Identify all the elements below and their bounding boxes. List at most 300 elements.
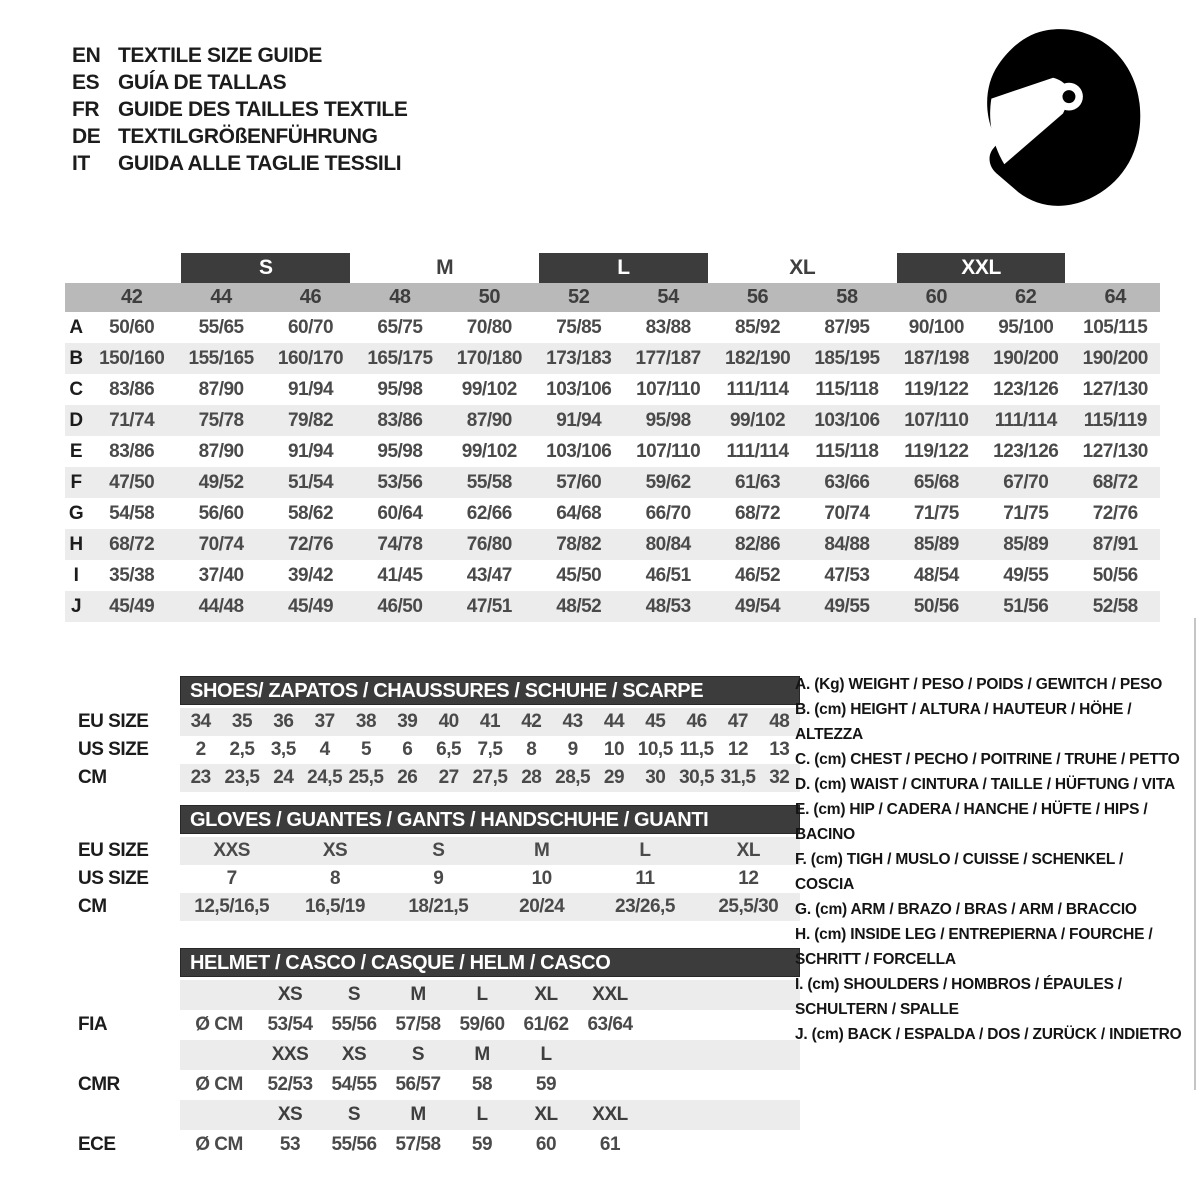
size-cell: 115/119 bbox=[1070, 405, 1160, 436]
size-cell: 63/64 bbox=[587, 1014, 633, 1035]
row-label: J bbox=[65, 591, 87, 622]
size-cell: 9 bbox=[567, 739, 578, 760]
size-column-header: S bbox=[322, 1100, 386, 1130]
size-cell: 7 bbox=[226, 868, 237, 889]
size-cell: 91/94 bbox=[534, 405, 623, 436]
row-label: F bbox=[65, 467, 87, 498]
size-group-cell: M bbox=[436, 256, 454, 279]
table-row bbox=[78, 865, 800, 893]
size-cell: 70/74 bbox=[176, 529, 265, 560]
size-cell: 8 bbox=[329, 868, 341, 889]
size-cell: 85/92 bbox=[735, 316, 781, 338]
size-cell: 10 bbox=[531, 868, 552, 889]
size-cell: M bbox=[490, 837, 593, 865]
size-cell: XXS bbox=[180, 837, 283, 865]
size-cell: 85/89 bbox=[981, 529, 1070, 560]
size-cell: 12 bbox=[738, 868, 759, 889]
row-label-spacer bbox=[78, 1100, 180, 1130]
size-cell: 16,5/19 bbox=[283, 893, 386, 921]
size-cell: 53/56 bbox=[355, 467, 444, 498]
size-cell: 83/86 bbox=[109, 378, 155, 400]
size-cell: 103/106 bbox=[802, 405, 891, 436]
size-cell: 30 bbox=[635, 764, 676, 792]
size-column-header: 64 bbox=[1070, 283, 1160, 312]
size-column-header: 60 bbox=[892, 283, 981, 312]
helmet-size-header-row bbox=[78, 980, 800, 1010]
size-cell: 79/82 bbox=[266, 405, 355, 436]
size-cell: 40 bbox=[428, 708, 469, 736]
size-cell: 85/89 bbox=[892, 529, 981, 560]
size-cell: 47/51 bbox=[445, 591, 534, 622]
size-cell: 23 bbox=[180, 764, 221, 792]
row-label: US SIZE bbox=[78, 736, 180, 764]
size-cell: 3,5 bbox=[270, 739, 296, 760]
standard-label: FIA bbox=[78, 1010, 180, 1040]
size-cell: 78/82 bbox=[534, 529, 623, 560]
size-cell: 28 bbox=[511, 764, 552, 792]
size-column-header: S bbox=[386, 1040, 450, 1070]
size-cell: 127/130 bbox=[1082, 378, 1148, 400]
size-cell: 50/60 bbox=[109, 316, 155, 338]
helmet-title-bar: HELMET / CASCO / CASQUE / HELM / CASCO bbox=[180, 948, 800, 977]
size-column-header: M bbox=[450, 1040, 514, 1070]
size-cell: 51/54 bbox=[266, 467, 355, 498]
row-label: CM bbox=[78, 893, 180, 921]
size-column-header: 58 bbox=[802, 283, 891, 312]
scan-edge-line bbox=[1194, 618, 1196, 1090]
filler-cell bbox=[642, 1100, 800, 1130]
size-column-header: M bbox=[386, 980, 450, 1010]
size-cell: 71/74 bbox=[87, 405, 176, 436]
shoes-table bbox=[78, 708, 800, 792]
filler-cell bbox=[642, 1040, 800, 1070]
size-cell: 52/53 bbox=[267, 1074, 313, 1095]
size-column-header: 56 bbox=[713, 283, 802, 312]
size-cell: 49/52 bbox=[176, 467, 265, 498]
size-cell: 34 bbox=[180, 708, 221, 736]
row-label: CM bbox=[78, 764, 180, 792]
size-cell: 91/94 bbox=[287, 440, 334, 462]
guide-title: GUIDE DES TAILLES TEXTILE bbox=[118, 98, 408, 121]
size-cell: 12 bbox=[727, 739, 748, 760]
size-cell: 87/91 bbox=[1070, 529, 1160, 560]
size-cell: 54/58 bbox=[109, 502, 155, 524]
size-cell: 87/90 bbox=[198, 378, 244, 400]
size-group-box: L bbox=[539, 253, 708, 283]
size-cell: 127/130 bbox=[1082, 440, 1148, 462]
size-cell: 39 bbox=[387, 708, 428, 736]
size-cell: 111/114 bbox=[981, 405, 1070, 436]
size-cell: 111/114 bbox=[726, 440, 789, 462]
unit-label: Ø CM bbox=[195, 1074, 243, 1095]
size-cell: 18/21,5 bbox=[387, 893, 490, 921]
size-cell: 46 bbox=[676, 708, 717, 736]
size-cell: 70/74 bbox=[824, 502, 870, 524]
size-cell: 58 bbox=[471, 1074, 493, 1095]
size-cell: 59/62 bbox=[623, 467, 712, 498]
legend-item: J. (cm) BACK / ESPALDA / DOS / ZURÜCK / INDIETRO bbox=[795, 1026, 1182, 1043]
helmet-value-row bbox=[78, 1130, 800, 1160]
size-cell: 38 bbox=[345, 708, 386, 736]
size-group-cell bbox=[892, 253, 1071, 283]
legend-item: I. (cm) SHOULDERS / HOMBROS / ÉPAULES / SCHULTERN / SPALLE bbox=[795, 976, 1122, 1018]
size-cell: 4 bbox=[319, 739, 330, 760]
size-column-header: 48 bbox=[355, 283, 444, 312]
unit-spacer bbox=[180, 1100, 258, 1130]
size-column-header: S bbox=[322, 980, 386, 1010]
size-cell: 44/48 bbox=[176, 591, 265, 622]
size-cell: 59 bbox=[535, 1074, 557, 1095]
size-cell: 74/78 bbox=[355, 529, 444, 560]
size-cell: 52/58 bbox=[1070, 591, 1160, 622]
size-cell: 55/56 bbox=[331, 1014, 377, 1035]
size-cell: 173/183 bbox=[534, 343, 623, 374]
size-cell: 47 bbox=[717, 708, 758, 736]
textile-size-table bbox=[65, 253, 1160, 622]
size-cell: 27,5 bbox=[469, 764, 510, 792]
size-column-header: XL bbox=[514, 1100, 578, 1130]
legend-item: A. (Kg) WEIGHT / PESO / POIDS / GEWITCH / PESO bbox=[795, 676, 1163, 693]
size-cell: XL bbox=[697, 837, 800, 865]
size-cell: 107/110 bbox=[636, 378, 701, 400]
size-cell: 87/90 bbox=[445, 405, 534, 436]
row-label: D bbox=[65, 405, 87, 436]
size-cell: 45/49 bbox=[87, 591, 176, 622]
size-cell: 28,5 bbox=[552, 764, 593, 792]
row-label: C bbox=[69, 378, 83, 400]
size-cell: 50/56 bbox=[1092, 564, 1138, 586]
size-column-header: L bbox=[450, 980, 514, 1010]
size-group-cell: XL bbox=[789, 256, 816, 279]
size-cell: 65/75 bbox=[377, 316, 423, 338]
size-cell: 190/200 bbox=[981, 343, 1070, 374]
size-cell: 7,5 bbox=[477, 739, 503, 760]
size-cell: 8 bbox=[526, 739, 537, 760]
size-cell: 82/86 bbox=[713, 529, 802, 560]
size-column-header: 50 bbox=[445, 283, 534, 312]
size-cell: 49/54 bbox=[713, 591, 802, 622]
header-spacer bbox=[65, 253, 176, 283]
helmet-icon bbox=[975, 26, 1147, 210]
gloves-table bbox=[78, 837, 800, 921]
size-cell: 36 bbox=[263, 708, 304, 736]
helmet-size-header-row bbox=[78, 1100, 800, 1130]
measurement-legend bbox=[795, 672, 1183, 1047]
size-column-header: XS bbox=[258, 1100, 322, 1130]
measurement-row bbox=[65, 498, 1160, 529]
size-cell: 48/54 bbox=[913, 564, 959, 586]
row-label: A bbox=[69, 316, 83, 338]
row-label-spacer bbox=[78, 980, 180, 1010]
filler-cell bbox=[642, 980, 800, 1010]
gloves-section bbox=[78, 805, 800, 921]
table-row bbox=[78, 764, 800, 792]
size-cell: 60/64 bbox=[377, 502, 423, 524]
size-cell: 155/165 bbox=[176, 343, 265, 374]
size-cell: 68/72 bbox=[1070, 467, 1160, 498]
size-cell: 59/60 bbox=[459, 1014, 505, 1035]
size-cell: 160/170 bbox=[266, 343, 355, 374]
size-cell: 47/53 bbox=[824, 564, 870, 586]
size-column-header: 42 bbox=[87, 283, 176, 312]
size-cell: 107/110 bbox=[636, 440, 701, 462]
table-row bbox=[78, 893, 800, 921]
size-cell: 6,5 bbox=[436, 739, 462, 760]
size-cell: 70/80 bbox=[466, 316, 512, 338]
size-group-cell bbox=[534, 253, 713, 283]
size-cell: 25,5/30 bbox=[697, 893, 800, 921]
size-column-header: XL bbox=[514, 980, 578, 1010]
size-group-box: XXL bbox=[897, 253, 1066, 283]
size-cell: 123/126 bbox=[993, 440, 1059, 462]
legend-item: H. (cm) INSIDE LEG / ENTREPIERNA / FOURCHE / SCHRITT / FORCELLA bbox=[795, 926, 1153, 968]
size-cell: 57/58 bbox=[395, 1014, 441, 1035]
size-cell: 76/80 bbox=[445, 529, 534, 560]
size-cell: 61/62 bbox=[523, 1014, 569, 1035]
size-cell: 37 bbox=[304, 708, 345, 736]
size-cell: 64/68 bbox=[556, 502, 602, 524]
size-cell: 95/100 bbox=[998, 316, 1054, 338]
size-cell: 35 bbox=[221, 708, 262, 736]
legend-item: B. (cm) HEIGHT / ALTURA / HAUTEUR / HÖHE / ALTEZZA bbox=[795, 701, 1132, 743]
size-number-row bbox=[65, 283, 1160, 312]
size-cell: 46/51 bbox=[645, 564, 691, 586]
guide-title: TEXTILE SIZE GUIDE bbox=[118, 44, 322, 67]
language-row bbox=[72, 150, 407, 177]
size-cell: 53 bbox=[279, 1134, 301, 1155]
size-cell: 105/115 bbox=[1083, 316, 1148, 338]
size-cell: 84/88 bbox=[802, 529, 891, 560]
size-cell: 27 bbox=[428, 764, 469, 792]
size-cell: 115/118 bbox=[815, 440, 879, 462]
size-cell: S bbox=[387, 837, 490, 865]
size-cell: 150/160 bbox=[87, 343, 176, 374]
size-cell: 71/75 bbox=[913, 502, 959, 524]
measurement-row bbox=[65, 467, 1160, 498]
size-column-header: XXL bbox=[578, 980, 642, 1010]
size-cell: 80/84 bbox=[623, 529, 712, 560]
language-row bbox=[72, 123, 407, 150]
size-cell: 45/49 bbox=[266, 591, 355, 622]
size-cell: 68/72 bbox=[87, 529, 176, 560]
language-code: DE bbox=[72, 125, 101, 148]
row-label: G bbox=[68, 502, 84, 524]
size-group-cell bbox=[176, 253, 355, 283]
language-code: IT bbox=[72, 152, 90, 175]
shoes-section bbox=[78, 676, 800, 792]
size-cell: 5 bbox=[360, 739, 372, 760]
unit-label: Ø CM bbox=[195, 1014, 243, 1035]
helmet-value-row bbox=[78, 1070, 800, 1100]
size-cell: 99/102 bbox=[461, 440, 517, 462]
size-cell: 51/56 bbox=[981, 591, 1070, 622]
row-label-spacer bbox=[65, 283, 87, 312]
size-cell: 29 bbox=[593, 764, 634, 792]
size-column-header: L bbox=[514, 1040, 578, 1070]
size-cell: 24,5 bbox=[304, 764, 345, 792]
size-cell: 10 bbox=[603, 739, 625, 760]
size-cell: 45/50 bbox=[556, 564, 602, 586]
size-cell: 75/78 bbox=[176, 405, 265, 436]
size-cell: 57/60 bbox=[534, 467, 623, 498]
measurement-row bbox=[65, 560, 1160, 591]
size-cell: 44 bbox=[593, 708, 634, 736]
size-column-header: 52 bbox=[534, 283, 623, 312]
size-cell: 20/24 bbox=[490, 893, 593, 921]
size-cell: 43 bbox=[552, 708, 593, 736]
size-cell: 41/45 bbox=[377, 564, 423, 586]
size-cell: 95/98 bbox=[377, 440, 423, 462]
row-label-spacer bbox=[78, 1040, 180, 1070]
size-cell: 42 bbox=[511, 708, 552, 736]
size-cell: 48/52 bbox=[534, 591, 623, 622]
size-cell: 177/187 bbox=[623, 343, 712, 374]
size-cell: 68/72 bbox=[735, 502, 781, 524]
size-cell: 60/70 bbox=[287, 316, 334, 338]
size-cell: 46/52 bbox=[735, 564, 781, 586]
size-cell: 54/55 bbox=[331, 1074, 377, 1095]
size-cell: 91/94 bbox=[287, 378, 334, 400]
size-column-header: XS bbox=[258, 980, 322, 1010]
size-cell: 90/100 bbox=[908, 316, 964, 338]
size-cell: 58/62 bbox=[287, 502, 334, 524]
size-cell: 65/68 bbox=[892, 467, 981, 498]
size-cell: 115/118 bbox=[815, 378, 879, 400]
language-row bbox=[72, 96, 407, 123]
size-cell: 61/63 bbox=[713, 467, 802, 498]
size-cell: 2 bbox=[195, 739, 206, 760]
size-cell: 72/76 bbox=[266, 529, 355, 560]
legend-item: C. (cm) CHEST / PECHO / POITRINE / TRUHE / PETTO bbox=[795, 751, 1180, 768]
size-cell: 49/55 bbox=[802, 591, 891, 622]
size-cell: 123/126 bbox=[993, 378, 1059, 400]
size-cell: 187/198 bbox=[892, 343, 981, 374]
legend-item: E. (cm) HIP / CADERA / HANCHE / HÜFTE / HIPS / BACINO bbox=[795, 801, 1148, 843]
language-code: ES bbox=[72, 71, 100, 94]
size-cell: 31,5 bbox=[717, 764, 758, 792]
size-cell: 111/114 bbox=[726, 378, 789, 400]
size-cell: 39/42 bbox=[287, 564, 334, 586]
row-label: H bbox=[65, 529, 87, 560]
size-cell: 55/58 bbox=[445, 467, 534, 498]
size-cell: 37/40 bbox=[198, 564, 244, 586]
size-cell: 25,5 bbox=[345, 764, 386, 792]
measurement-row bbox=[65, 436, 1160, 467]
unit-spacer bbox=[180, 980, 258, 1010]
size-column-header: L bbox=[450, 1100, 514, 1130]
legend-item: F. (cm) TIGH / MUSLO / CUISSE / SCHENKEL / COSCIA bbox=[795, 851, 1124, 893]
header-spacer bbox=[1070, 253, 1160, 283]
unit-spacer bbox=[180, 1040, 258, 1070]
filler-cell bbox=[642, 1070, 800, 1100]
size-cell: 72/76 bbox=[1092, 502, 1138, 524]
size-cell: 24 bbox=[263, 764, 304, 792]
size-cell: 60 bbox=[535, 1134, 557, 1155]
size-cell: 67/70 bbox=[981, 467, 1070, 498]
guide-title: TEXTILGRÖßENFÜHRUNG bbox=[118, 125, 378, 148]
size-column-header: XXS bbox=[258, 1040, 322, 1070]
size-cell: 61 bbox=[599, 1134, 621, 1155]
size-cell: 12,5/16,5 bbox=[180, 893, 283, 921]
table-row bbox=[78, 837, 800, 865]
measurement-row bbox=[65, 312, 1160, 343]
size-cell: 23,5 bbox=[221, 764, 262, 792]
row-label: I bbox=[73, 564, 79, 586]
guide-title: GUIDA ALLE TAGLIE TESSILI bbox=[118, 152, 402, 175]
size-cell: 62/66 bbox=[466, 502, 512, 524]
size-column-header: 54 bbox=[623, 283, 712, 312]
filler-cell bbox=[642, 1130, 800, 1160]
size-cell: 63/66 bbox=[802, 467, 891, 498]
language-code: EN bbox=[72, 44, 101, 67]
size-cell: L bbox=[593, 837, 696, 865]
size-cell: 103/106 bbox=[546, 440, 612, 462]
size-cell: 75/85 bbox=[556, 316, 602, 338]
unit-label: Ø CM bbox=[195, 1134, 243, 1155]
size-cell: 47/50 bbox=[87, 467, 176, 498]
measurement-row bbox=[65, 405, 1160, 436]
language-title-list bbox=[72, 42, 407, 177]
filler-cell bbox=[642, 1010, 800, 1040]
size-cell: 83/86 bbox=[109, 440, 155, 462]
size-cell: 95/98 bbox=[623, 405, 712, 436]
size-column-header: 44 bbox=[176, 283, 265, 312]
size-cell: XS bbox=[283, 837, 386, 865]
size-cell: 190/200 bbox=[1070, 343, 1160, 374]
size-cell: 48/53 bbox=[623, 591, 712, 622]
size-cell: 41 bbox=[469, 708, 510, 736]
language-row bbox=[72, 69, 407, 96]
helmet-value-row bbox=[78, 1010, 800, 1040]
size-group-row bbox=[65, 253, 1160, 283]
size-cell: 46/50 bbox=[355, 591, 444, 622]
size-cell: 185/195 bbox=[802, 343, 891, 374]
language-code: FR bbox=[72, 98, 100, 121]
measurement-row bbox=[65, 529, 1160, 560]
row-label: EU SIZE bbox=[78, 837, 180, 865]
size-cell: 30,5 bbox=[676, 764, 717, 792]
legend-item: G. (cm) ARM / BRAZO / BRAS / ARM / BRACCIO bbox=[795, 901, 1137, 918]
size-cell: 55/56 bbox=[331, 1134, 377, 1155]
row-label: EU SIZE bbox=[78, 708, 180, 736]
size-cell: 95/98 bbox=[377, 378, 423, 400]
size-cell: 11 bbox=[635, 868, 655, 889]
size-column-header: M bbox=[386, 1100, 450, 1130]
helmet-section bbox=[78, 948, 800, 1160]
size-cell: 119/122 bbox=[904, 378, 969, 400]
size-cell: 103/106 bbox=[546, 378, 612, 400]
helmet-size-header-row bbox=[78, 1040, 800, 1070]
size-cell: 165/175 bbox=[355, 343, 444, 374]
size-cell: 23/26,5 bbox=[593, 893, 696, 921]
size-cell: 13 bbox=[769, 739, 790, 760]
size-cell: 107/110 bbox=[892, 405, 981, 436]
size-cell: 6 bbox=[402, 739, 413, 760]
helmet-table bbox=[78, 980, 800, 1160]
size-cell: 57/58 bbox=[395, 1134, 441, 1155]
size-cell: 48 bbox=[759, 708, 800, 736]
size-cell: 87/90 bbox=[198, 440, 244, 462]
size-cell: 35/38 bbox=[109, 564, 155, 586]
size-cell: 10,5 bbox=[637, 739, 673, 760]
language-row bbox=[72, 42, 407, 69]
size-cell: 49/55 bbox=[1003, 564, 1049, 586]
standard-label: CMR bbox=[78, 1070, 180, 1100]
size-cell: 9 bbox=[433, 868, 444, 889]
size-cell: 182/190 bbox=[713, 343, 802, 374]
size-cell: 170/180 bbox=[445, 343, 534, 374]
size-cell: 83/86 bbox=[355, 405, 444, 436]
